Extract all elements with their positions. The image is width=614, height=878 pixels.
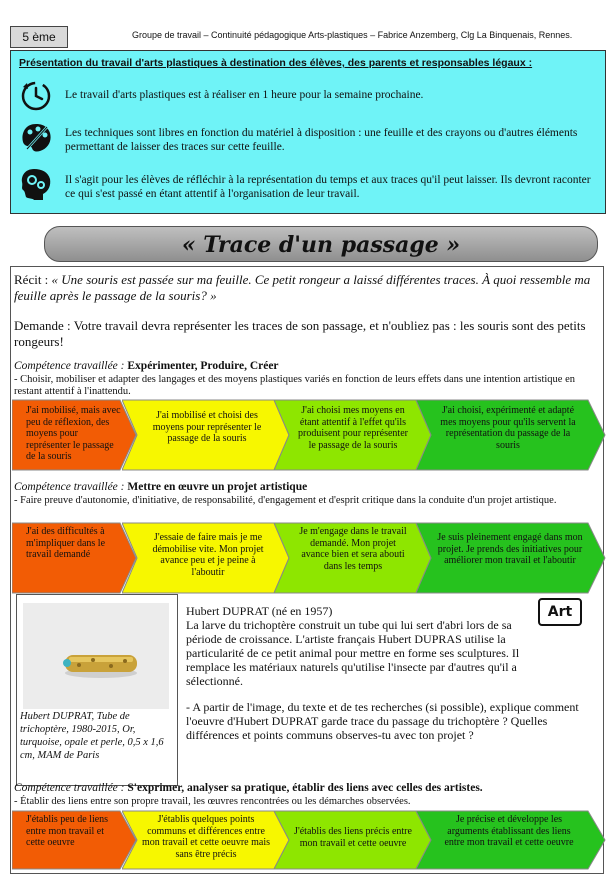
artwork-image bbox=[23, 603, 169, 709]
info-text-technique: Les techniques sont libres en fonction du matériel à disposition : une feuille et des crayons ou d'autres éléments permettant de laisser des traces sur cette feuille. bbox=[65, 127, 578, 153]
level-1-4-text: J'ai choisi, expérimenté et adapté mes moyens pour qu'ils servent la représentation du passage de la souris bbox=[440, 405, 576, 451]
level-3-3-text: J'établis des liens précis entre mon travail et cette oeuvre bbox=[294, 826, 412, 849]
level-2-1-text: J'ai des difficultés à m'impliquer dans le travail demandé bbox=[26, 526, 106, 560]
competence-2-desc: - Faire preuve d'autonomie, d'initiative, de responsabilité, d'engagement et d'esprit critique dans la conduite d'un projet artistique. bbox=[14, 495, 557, 506]
artist-text-block bbox=[186, 604, 586, 742]
competence-2-label: Compétence travaillée : bbox=[14, 481, 125, 493]
level-3-1-text: J'établis peu de liens entre mon travail et cette oeuvre bbox=[26, 814, 109, 848]
page-title: « Trace d'un passage » bbox=[181, 232, 461, 258]
competence-2-levels bbox=[12, 522, 606, 594]
competence-3-heading bbox=[14, 782, 600, 795]
artwork-box bbox=[16, 594, 178, 786]
level-2-3-text: Je m'engage dans le travail demandé. Mon projet avance bien et sera abouti dans les temps bbox=[299, 526, 407, 572]
competence-1-desc: - Choisir, mobiliser et adapter des langages et des moyens plastiques variés en fonction de leurs effets dans une intention artistique en restant attentif à l'inattendu. bbox=[14, 374, 575, 397]
competence-1-label: Compétence travaillée : bbox=[14, 360, 125, 372]
competence-3-levels bbox=[12, 810, 606, 870]
competence-1-levels bbox=[12, 398, 606, 472]
level-1-2-text: J'ai mobilisé et choisi des moyens pour représenter le passage de la souris bbox=[152, 410, 262, 444]
demande-label: Demande : bbox=[14, 318, 71, 333]
clock-icon bbox=[19, 79, 53, 113]
competence-3-label: Compétence travaillée : bbox=[14, 782, 125, 794]
level-1-1-text: J'ai mobilisé, mais avec peu de réflexion, des moyens pour représenter le passage de la souris bbox=[26, 405, 121, 462]
competence-3-title: S'exprimer, analyser sa pratique, établir des liens avec celles des artistes. bbox=[127, 782, 483, 794]
info-text-time: Le travail d'arts plastiques est à réaliser en 1 heure pour la semaine prochaine. bbox=[65, 89, 424, 101]
head-gears-icon bbox=[19, 167, 53, 201]
art-logo: Art bbox=[538, 598, 582, 626]
demande-text: Votre travail devra représenter les traces de son passage, et n'oubliez pas : les souris sont des petits rongeurs! bbox=[14, 318, 586, 349]
artist-paragraph-2: - A partir de l'image, du texte et de tes recherches (si possible), explique comment l'oeuvre d'Hubert DUPRAT garde trace du passage du trichoptère ? Quelles différences et points communs observes-tu avec ton projet ? bbox=[186, 700, 579, 742]
info-text-reflection: Il s'agit pour les élèves de réfléchir à la représentation du temps et aux traces qu'il peut laisser. Ils devront raconter ce qui s'est passé en étant attentif à l'organisation de leur travail. bbox=[65, 174, 591, 200]
artwork-caption: Hubert DUPRAT, Tube de trichoptère, 1980-2015, Or, turquoise, opale et perle, 0,5 x 1,6 cm, MAM de Paris bbox=[20, 711, 164, 761]
level-2-2-text: J'essaie de faire mais je me démobilise vite. Mon projet avance peu et je peine à l'aboutir bbox=[152, 532, 264, 578]
competence-2-heading bbox=[14, 481, 600, 494]
level-badge: 5 ème bbox=[10, 26, 68, 48]
header-text: Groupe de travail – Continuité pédagogique Arts-plastiques – Fabrice Anzemberg, Clg La Binquenais, Rennes. bbox=[132, 30, 573, 40]
artist-paragraph-1: La larve du trichoptère construit un tube qui lui sert d'abri lors de sa période de croissance. L'artiste français Hubert DUPRAS utilise la particularité de ce petit animal pour mettre en forme ses sculptures. Il remplace les matériaux naturels qu'utilise l'insecte par d'autres qu'il a sélectionné. bbox=[186, 618, 520, 688]
recit-label: Récit : bbox=[14, 272, 49, 287]
competence-1-heading bbox=[14, 360, 600, 373]
competence-1-title: Expérimenter, Produire, Créer bbox=[127, 360, 279, 372]
artist-name: Hubert DUPRAT (né en 1957) bbox=[186, 604, 333, 618]
title-banner bbox=[44, 226, 598, 262]
palette-icon bbox=[19, 121, 53, 155]
recit-paragraph bbox=[14, 272, 600, 304]
level-1-3-text: J'ai choisi mes moyens en étant attentif à l'effet qu'ils produisent pour représenter le passage de la souris bbox=[298, 405, 408, 451]
info-title: Présentation du travail d'arts plastiques à destination des élèves, des parents et responsables légaux : bbox=[19, 57, 533, 69]
caddisfly-tube-image bbox=[23, 603, 169, 709]
recit-text: « Une souris est passée sur ma feuille. Ce petit rongeur a laissé différentes traces. À quoi ressemble ma feuille après le passage de la souris? » bbox=[14, 272, 591, 303]
level-3-4-text: Je précise et développe les arguments établissant des liens entre mon travail et cette oeuvre bbox=[444, 814, 574, 848]
level-2-4-text: Je suis pleinement engagé dans mon projet. Je prends des initiatives pour améliorer mon travail et l'aboutir bbox=[437, 532, 583, 566]
info-panel bbox=[10, 50, 606, 214]
competence-3-desc: - Établir des liens entre son propre travail, les œuvres rencontrées ou les démarches observées. bbox=[14, 796, 411, 807]
level-3-2-text: J'établis quelques points communs et différences entre mon travail et cette oeuvre mais sans être précis bbox=[141, 814, 270, 860]
competence-2-title: Mettre en œuvre un projet artistique bbox=[127, 481, 308, 493]
demande-paragraph bbox=[14, 318, 600, 350]
